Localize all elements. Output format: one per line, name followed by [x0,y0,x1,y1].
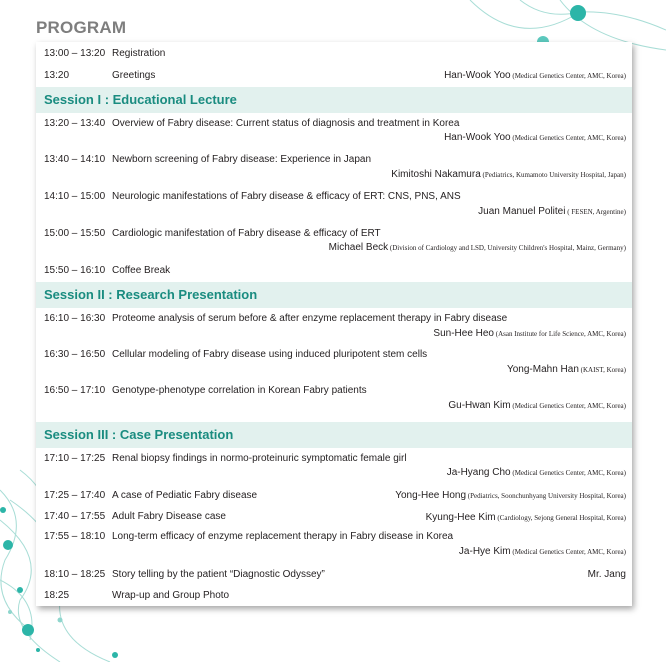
speaker-affiliation: (Cardiology, Sejong General Hospital, Korea) [495,514,626,522]
row-time: 18:10 – 18:25 [44,569,106,580]
speaker-affiliation: (Medical Genetics Center, AMC, Korea) [510,548,626,556]
row-topic: Greetings [112,70,156,81]
speaker-name: Ja-Hye Kim [458,546,511,557]
speaker-affiliation: (Pediatrics, Soonchunhyang University Hospital, Korea) [466,492,626,500]
speaker-name: Juan Manuel Politei [478,206,566,217]
row-time: 13:20 [44,70,70,81]
speaker-affiliation: (Medical Genetics Center, AMC, Korea) [510,469,626,477]
row-speaker [588,569,626,581]
row-topic: Newborn screening of Fabry disease: Experience in Japan [112,154,372,165]
speaker-affiliation: (KAIST, Korea) [578,366,626,374]
speaker-name: Kyung-Hee Kim [425,512,496,523]
row-time: 13:20 – 13:40 [44,118,106,129]
row-topic: Long-term efficacy of enzyme replacement therapy in Fabry disease in Korea [112,531,454,542]
row-topic: Cardiologic manifestation of Fabry disease & efficacy of ERT [112,228,381,239]
row-time: 14:10 – 15:00 [44,191,106,202]
row-topic: Wrap-up and Group Photo [112,590,230,601]
speaker-name: Han-Wook Yoo [444,132,511,143]
speaker-affiliation: (Medical Genetics Center, AMC, Korea) [510,134,626,142]
row-time: 13:00 – 13:20 [44,48,106,59]
session-header [36,422,632,448]
row-speaker [433,328,626,340]
speaker-affiliation: (Medical Genetics Center, AMC, Korea) [510,402,626,410]
row-topic: Story telling by the patient “Diagnostic Odyssey” [112,569,325,580]
row-time: 17:25 – 17:40 [44,490,106,501]
row-topic: Proteome analysis of serum before & after enzyme replacement therapy in Fabry disease [112,313,508,324]
row-topic: Coffee Break [112,265,171,276]
row-topic: Cellular modeling of Fabry disease using induced pluripotent stem cells [112,349,428,360]
row-speaker [507,364,626,376]
row-topic: Adult Fabry Disease case [112,511,226,522]
speaker-affiliation: ( FESEN, Argentine) [565,208,626,216]
speaker-affiliation: (Division of Cardiology and LSD, University Children's Hospital, Mainz, Germany) [388,244,626,252]
page-title: PROGRAM [36,18,127,37]
row-time: 17:10 – 17:25 [44,453,106,464]
session-header [36,282,632,308]
row-time: 16:50 – 17:10 [44,385,106,396]
row-speaker [448,400,626,412]
row-speaker [426,512,626,524]
session-title: Session III : Case Presentation [44,427,234,442]
speaker-name: Yong-Mahn Han [506,364,579,375]
row-time: 18:25 [44,590,70,601]
row-time: 15:00 – 15:50 [44,228,106,239]
row-speaker [329,242,626,254]
row-time: 15:50 – 16:10 [44,265,106,276]
row-speaker [459,546,626,558]
row-time: 16:30 – 16:50 [44,349,106,360]
row-topic: A case of Pediatic Fabry disease [112,490,258,501]
speaker-name: Yong-Hee Hong [395,490,466,501]
row-speaker [444,70,626,82]
session-title: Session I : Educational Lecture [44,92,237,107]
row-topic: Renal biopsy findings in normo-proteinuric symptomatic female girl [112,453,407,464]
row-speaker [478,206,626,218]
row-topic: Genotype-phenotype correlation in Korean Fabry patients [112,385,367,396]
speaker-affiliation: (Pediatrics, Kumamoto University Hospital, Japan) [480,171,626,179]
row-topic: Registration [112,48,166,59]
speaker-name: Gu-Hwan Kim [448,400,511,411]
speaker-name: Ja-Hyang Cho [446,467,511,478]
row-topic: Neurologic manifestations of Fabry disease & efficacy of ERT: CNS, PNS, ANS [112,191,461,202]
row-speaker [395,490,626,502]
program-card [36,42,632,606]
session-title: Session II : Research Presentation [44,287,258,302]
row-speaker [447,467,626,479]
speaker-affiliation: (Medical Genetics Center, AMC, Korea) [510,72,626,80]
session-header [36,87,632,113]
speaker-name: Sun-Hee Heo [433,328,494,339]
row-time: 17:40 – 17:55 [44,511,106,522]
speaker-affiliation: (Asan Institute for Life Science, AMC, Korea) [494,330,626,338]
speaker-name: Kimitoshi Nakamura [391,169,481,180]
row-speaker [444,132,626,144]
row-time: 16:10 – 16:30 [44,313,106,324]
row-time: 13:40 – 14:10 [44,154,106,165]
speaker-name: Michael Beck [328,242,389,253]
speaker-name: Mr. Jang [587,569,626,580]
row-speaker [391,169,626,181]
speaker-name: Han-Wook Yoo [444,70,511,81]
row-topic: Overview of Fabry disease: Current status of diagnosis and treatment in Korea [112,118,460,129]
row-time: 17:55 – 18:10 [44,531,106,542]
